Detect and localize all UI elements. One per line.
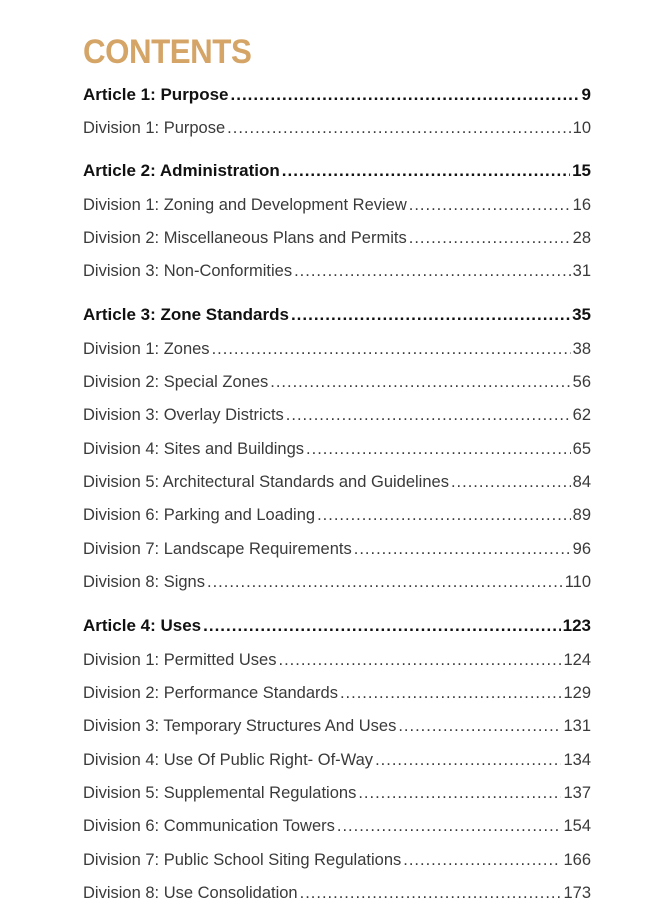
toc-entry-label: Division 1: Purpose [83,119,226,137]
dot-leader [286,404,571,426]
dot-leader [398,715,561,737]
toc-entry-page: 131 [563,717,591,735]
toc-entry-article[interactable] [83,304,591,326]
toc-entry-page: 35 [572,305,591,324]
dot-leader [409,194,571,216]
toc-entry-division[interactable] [83,504,591,526]
dot-leader [354,538,571,560]
toc-entry-label: Division 3: Temporary Structures And Uses [83,717,397,735]
toc-entry-label: Article 2: Administration [83,161,280,180]
toc-entry-division[interactable] [83,371,591,393]
toc-entry-page: 84 [572,473,591,491]
dot-leader [207,571,563,593]
toc-entry-division[interactable] [83,849,591,871]
dot-leader [375,749,561,771]
toc-entry-label: Division 3: Non-Conformities [83,262,293,280]
toc-entry-page: 15 [572,161,591,180]
toc-entry-page: 62 [572,406,591,424]
toc-entry-division[interactable] [83,194,591,216]
toc-entry-article[interactable] [83,84,591,106]
toc-entry-page: 28 [572,229,591,247]
toc-entry-page: 89 [572,506,591,524]
toc-entry-label: Division 8: Use Consolidation [83,884,298,902]
toc-entry-page: 10 [572,119,591,137]
toc-entry-label: Division 2: Miscellaneous Plans and Permits [83,229,407,247]
toc-entry-label: Article 3: Zone Standards [83,305,289,324]
dot-leader [409,227,571,249]
dot-leader [306,438,571,460]
toc-entry-division[interactable] [83,882,591,904]
toc-entry-division[interactable] [83,117,591,139]
toc-entry-division[interactable] [83,682,591,704]
toc-entry-page: 123 [562,616,591,635]
toc-entry-label: Division 5: Architectural Standards and Guidelines [83,473,449,491]
toc-entry-label: Division 6: Communication Towers [83,817,335,835]
page-title: CONTENTS [83,33,252,71]
toc-entry-page: 154 [563,817,591,835]
dot-leader [203,615,561,637]
dot-leader [300,882,562,904]
dot-leader [340,682,562,704]
dot-leader [231,84,580,106]
toc-entry-label: Division 6: Parking and Loading [83,506,316,524]
dot-leader [337,815,562,837]
toc-entry-page: 96 [572,540,591,558]
toc-entry-label: Division 1: Permitted Uses [83,651,277,669]
dot-leader [270,371,570,393]
toc-entry-label: Division 4: Sites and Buildings [83,440,305,458]
dot-leader [212,338,571,360]
toc-entry-label: Division 1: Zoning and Development Review [83,196,407,214]
toc-entry-page: 137 [563,784,591,802]
toc-entry-label: Article 1: Purpose [83,85,229,104]
toc-entry-page: 134 [563,751,591,769]
toc-entry-label: Division 5: Supplemental Regulations [83,784,357,802]
toc-entry-label: Division 1: Zones [83,340,210,358]
toc-entry-page: 16 [572,196,591,214]
toc-entry-article[interactable] [83,160,591,182]
toc-entry-page: 9 [581,85,591,104]
toc-entry-page: 124 [563,651,591,669]
toc-entry-division[interactable] [83,571,591,593]
toc-entry-division[interactable] [83,227,591,249]
toc-entry-division[interactable] [83,782,591,804]
toc-entry-page: 173 [563,884,591,902]
dot-leader [317,504,571,526]
dot-leader [294,260,571,282]
dot-leader [403,849,561,871]
toc-entry-page: 38 [572,340,591,358]
toc-entry-division[interactable] [83,438,591,460]
toc-entry-label: Division 2: Performance Standards [83,684,338,702]
toc-entry-page: 129 [563,684,591,702]
toc-entry-division[interactable] [83,338,591,360]
toc-entry-division[interactable] [83,538,591,560]
toc-entry-label: Division 7: Landscape Requirements [83,540,352,558]
toc-entry-division[interactable] [83,404,591,426]
toc-entry-division[interactable] [83,815,591,837]
toc-entry-label: Division 7: Public School Siting Regulations [83,851,402,869]
dot-leader [358,782,561,804]
toc-entry-division[interactable] [83,715,591,737]
toc-entry-label: Article 4: Uses [83,616,202,635]
dot-leader [451,471,571,493]
toc-entry-label: Division 8: Signs [83,573,205,591]
toc-entry-division[interactable] [83,471,591,493]
dot-leader [291,304,570,326]
dot-leader [278,649,561,671]
toc-entry-division[interactable] [83,749,591,771]
toc-entry-page: 31 [572,262,591,280]
dot-leader [282,160,570,182]
toc-entry-page: 110 [564,573,591,591]
toc-entry-label: Division 4: Use Of Public Right- Of-Way [83,751,374,769]
toc-entry-page: 166 [563,851,591,869]
toc-entry-label: Division 3: Overlay Districts [83,406,284,424]
toc-entry-division[interactable] [83,260,591,282]
toc-entry-page: 56 [572,373,591,391]
toc-entry-page: 65 [572,440,591,458]
toc-entry-division[interactable] [83,649,591,671]
dot-leader [227,117,570,139]
toc-entry-label: Division 2: Special Zones [83,373,269,391]
toc-entry-article[interactable] [83,615,591,637]
